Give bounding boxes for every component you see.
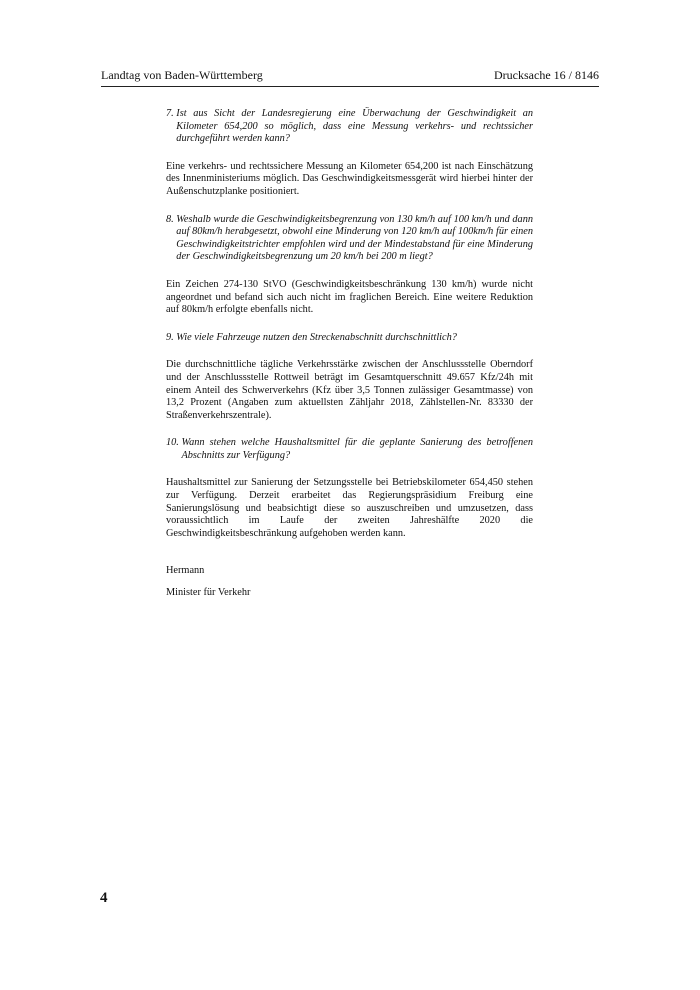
- signature-title: Minister für Verkehr: [166, 587, 251, 599]
- document-body: [166, 108, 533, 609]
- question-text: Wie viele Fahrzeuge nutzen den Streckenabschnitt durchschnittlich?: [176, 331, 457, 343]
- page-header: [101, 68, 599, 83]
- question-number: 9.: [166, 331, 177, 343]
- question-number: 8.: [166, 213, 177, 225]
- answer-8: Ein Zeichen 274-130 StVO (Geschwindigkeitsbeschränkung 130 km/h) wurde nicht angeordnet und befand sich auch nicht im fraglichen Bereich. Eine weitere Reduktion auf 80km/h erfolgte ebenfalls nicht.: [166, 278, 533, 316]
- question-number: 10.: [166, 437, 182, 449]
- header-rule: [101, 86, 599, 87]
- question-9: [166, 332, 533, 345]
- question-10: [166, 437, 533, 462]
- page-number: 4: [100, 890, 108, 906]
- question-7: [166, 108, 533, 146]
- answer-9: Die durchschnittliche tägliche Verkehrsstärke zwischen der Anschlussstelle Oberndorf und der Anschlussstelle Rottweil beträgt im Gesamtquerschnitt 49.657 Kfz/24h mit einem Anteil des Schwerverkehrs (Kfz über 3,5 Tonnen zulässiger Gesamtmasse) von 13,2 Prozent (Angaben zum aktuellsten Zähljahr 2018, Zählstellen-Nr. 83330 der Straßenverkehrszentrale).: [166, 359, 533, 421]
- question-text: Ist aus Sicht der Landesregierung eine Überwachung der Geschwindigkeit an Kilometer 654,200 so möglich, dass eine Messung verkehrs- und rechtssicher durchgeführt werden kann?: [176, 108, 533, 145]
- header-document-number: Drucksache 16 / 8146: [494, 68, 599, 82]
- question-text: Weshalb wurde die Geschwindigkeitsbegrenzung von 130 km/h auf 100 km/h und dann auf 80km/h herabgesetzt, obwohl eine Minderung von 120 km/h auf 100km/h für einen Geschwindigkeitstrichter empfohlen wird und der Mindestabstand für eine Minderung der Geschwindigkeitsbegrenzung um 20 km/h bei 200 m liegt?: [176, 213, 533, 263]
- answer-7: Eine verkehrs- und rechtssichere Messung an Kilometer 654,200 ist nach Einschätzung des Innenministeriums möglich. Das Geschwindigkeitsmessgerät wird hierbei hinter der Außenschutzplanke positioniert.: [166, 160, 533, 197]
- question-8: [166, 214, 533, 264]
- question-text: Wann stehen welche Haushaltsmittel für die geplante Sanierung des betroffenen Abschnitts zur Verfügung?: [181, 437, 533, 461]
- header-parliament: Landtag von Baden-Württemberg: [101, 68, 263, 82]
- answer-10: Haushaltsmittel zur Sanierung der Setzungsstelle bei Betriebskilometer 654,450 stehen zur Verfügung. Derzeit erarbeitet das Regierungspräsidium Freiburg eine Sanierungslösung und beabsichtigt diese so auszuschreiben und umzusetzen, dass voraussichtlich im Laufe der zweiten Jahreshälfte 2020 die Geschwindigkeitsbeschränkung aufgehoben werden kann.: [166, 477, 533, 539]
- signature-name: Hermann: [166, 565, 205, 577]
- question-number: 7.: [166, 108, 177, 119]
